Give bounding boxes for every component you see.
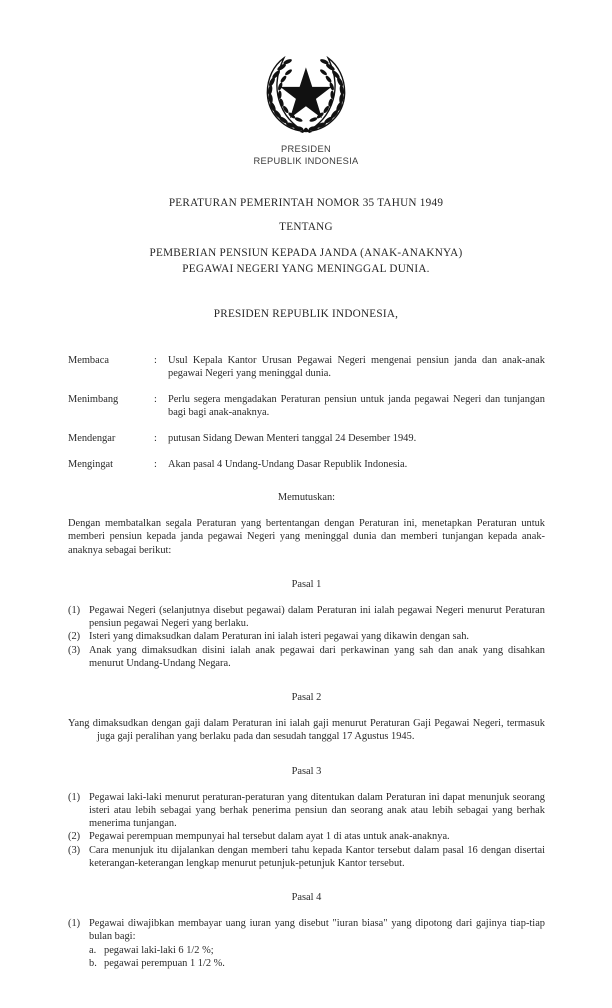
considerans-row <box>68 354 545 380</box>
clause-text: Cara menunjuk itu dijalankan dengan memberi tahu kepada Kantor tersebut dalam pasal 16 dengan disertai keterangan-keterangan lengkap menurut petunjuk-petunjuk Kantor tersebut. <box>89 844 545 869</box>
pasal-4-heading: Pasal 4 <box>291 891 322 903</box>
pasal-3-clauses <box>68 791 545 870</box>
pasal-2-heading: Pasal 2 <box>291 691 322 703</box>
clause-number: (3) <box>68 844 81 856</box>
emblem-caption-line-2: REPUBLIK INDONESIA <box>253 155 359 166</box>
document-header <box>0 0 612 167</box>
document-body <box>68 354 545 970</box>
regulation-number: PERATURAN PEMERINTAH NOMOR 35 TAHUN 1949 <box>168 197 444 210</box>
considerans-row <box>68 458 545 471</box>
clause-number: (1) <box>68 918 81 930</box>
pasal-1-heading: Pasal 1 <box>291 578 322 590</box>
clause-text: Anak yang dimaksudkan disini ialah anak pegawai dari perkawinan yang sah dan anak yang disahkan menurut Undang-Undang Negara. <box>89 644 545 669</box>
clause-number: (2) <box>68 831 81 843</box>
considerans-colon: : <box>154 433 157 444</box>
emblem-caption <box>0 144 612 167</box>
considerans-row <box>68 432 545 445</box>
clause-item <box>68 604 545 630</box>
considerans-label: Menimbang <box>68 394 119 406</box>
considerans-text: Usul Kepala Kantor Urusan Pegawai Negeri mengenai pensiun janda dan anak-anak pegawai Negeri yang meninggal dunia. <box>168 355 545 380</box>
clause-item <box>68 917 545 970</box>
clause-item <box>68 844 545 870</box>
clause-number: (1) <box>68 604 81 616</box>
clause-number: (2) <box>68 631 81 643</box>
clause-item <box>68 644 545 670</box>
pasal-1-clauses <box>68 604 545 670</box>
clause-item <box>68 791 545 831</box>
considerans-label: Mengingat <box>68 458 114 470</box>
clause-text: Pegawai perempuan mempunyai hal tersebut dalam ayat 1 di atas untuk anak-anaknya. <box>89 831 450 843</box>
title-subject-line-1: PEMBERIAN PENSIUN KEPADA JANDA (ANAK-ANAKNYA) <box>149 247 463 260</box>
clause-text-with-subitems <box>89 917 545 970</box>
sub-item-marker: b. <box>89 957 97 969</box>
issuing-authority: PRESIDEN REPUBLIK INDONESIA, <box>213 308 399 321</box>
memutuskan-heading: Memutuskan: <box>277 491 336 503</box>
clause-number: (3) <box>68 644 81 656</box>
clause-text: Pegawai laki-laki menurut peraturan-peraturan yang ditentukan dalam Peraturan ini dapat menunjuk seorang isteri atau lebih sebagai yang berhak penerima pensiun dan seorang anak atau lebih sebagai yang berhak menerima tunjangan. <box>89 791 545 830</box>
clause-item <box>68 830 545 843</box>
considerans-colon: : <box>154 394 157 406</box>
sub-item-marker: a. <box>89 944 97 956</box>
emblem-caption-line-1: PRESIDEN <box>281 144 331 154</box>
considerans-row <box>68 393 545 419</box>
considerans-text: Akan pasal 4 Undang-Undang Dasar Republik Indonesia. <box>168 458 408 470</box>
considerans-text: Perlu segera mengadakan Peraturan pensiun untuk janda pegawai Negeri dan tunjangan bagi bagi anak-anaknya. <box>168 394 545 419</box>
pasal-4-clauses <box>68 917 545 970</box>
memutuskan-paragraph: Dengan membatalkan segala Peraturan yang bertentangan dengan Peraturan ini, menetapkan Peraturan untuk memberi pensiun kepada janda pegawai Negeri yang meninggal dunia dan memberi tunjangan kepada anak-anaknya sebagai berikut: <box>68 518 545 556</box>
considerans-colon: : <box>154 458 157 470</box>
clause-item <box>68 630 545 643</box>
considerans-label: Membaca <box>68 355 109 367</box>
title-about-label: TENTANG <box>279 221 333 234</box>
considerans-colon: : <box>154 355 157 367</box>
title-subject-line-2: PEGAWAI NEGERI YANG MENINGGAL DUNIA. <box>182 263 430 276</box>
garuda-star-wreath-emblem <box>260 46 352 138</box>
clause-text: Isteri yang dimaksudkan dalam Peraturan ini ialah isteri pegawai yang dikawin dengan sah. <box>89 631 470 643</box>
sub-item-text: pegawai perempuan 1 1/2 %. <box>104 957 225 969</box>
sub-item-text: pegawai laki-laki 6 1/2 %; <box>104 944 214 956</box>
sub-item <box>89 957 545 970</box>
sub-item <box>89 944 545 957</box>
considerans-text: putusan Sidang Dewan Menteri tanggal 24 Desember 1949. <box>168 433 417 444</box>
pasal-2-paragraph: Yang dimaksudkan dengan gaji dalam Peraturan ini ialah gaji menurut Peraturan Gaji Pegawai Negeri, termasuk juga gaji peralihan yang berlaku pada dan sesudah tanggal 17 Agustus 1945. <box>68 718 545 743</box>
considerans-block <box>68 354 545 471</box>
clause-number: (1) <box>68 791 81 803</box>
clause-text: Pegawai diwajibkan membayar uang iuran yang disebut "iuran biasa" yang dipotong dari gajinya tiap-tiap bulan bagi: <box>89 918 545 943</box>
document-title-block <box>0 195 612 277</box>
clause-text: Pegawai Negeri (selanjutnya disebut pegawai) dalam Peraturan ini ialah pegawai Negeri menurut Peraturan pensiun pegawai Negeri yang berlaku. <box>89 604 545 630</box>
considerans-label: Mendengar <box>68 433 116 444</box>
pasal-3-heading: Pasal 3 <box>291 765 322 777</box>
